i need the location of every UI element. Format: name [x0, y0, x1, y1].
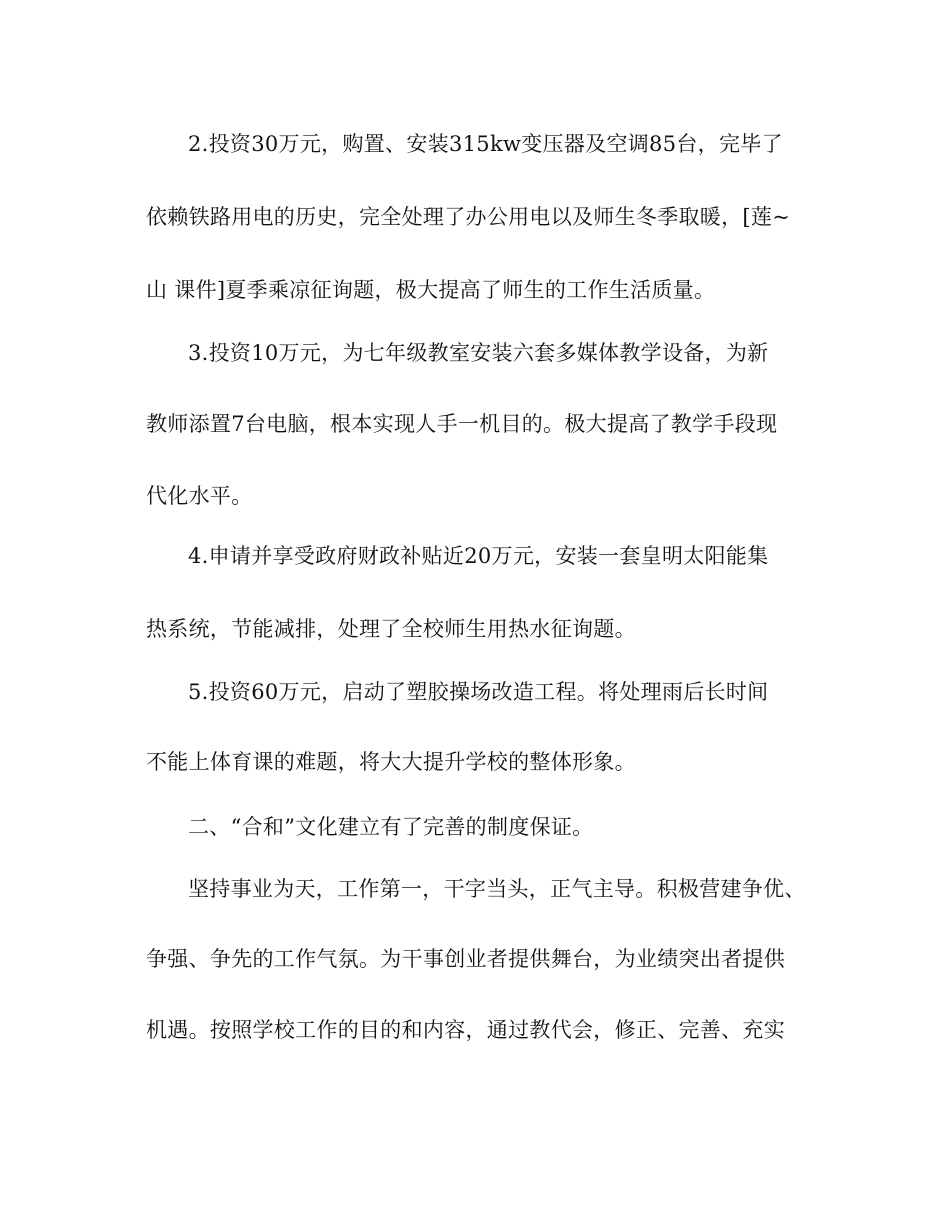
paragraph-line: 代化水平。 — [146, 484, 253, 508]
paragraph-line: 山 课件]夏季乘凉征询题，极大提高了师生的工作生活质量。 — [146, 278, 716, 302]
paragraph-line: 4.申请并享受政府财政补贴近20万元，安装一套皇明太阳能集 — [188, 544, 769, 568]
paragraph-line: 2.投资30万元，购置、安装315kw变压器及空调85台，完毕了 — [188, 132, 783, 156]
paragraph-line: 5.投资60万元，启动了塑胶操场改造工程。将处理雨后长时间 — [188, 680, 769, 704]
paragraph-line: 教师添置7台电脑，根本实现人手一机目的。极大提高了教学手段现 — [146, 412, 778, 436]
paragraph-line: 依赖铁路用电的历史，完全处理了办公用电以及师生冬季取暖，[莲~ — [146, 205, 791, 229]
paragraph-line: 争强、争先的工作气氛。为干事创业者提供舞台，为业绩突出者提供 — [146, 947, 785, 971]
paragraph-line: 机遇。按照学校工作的目的和内容，通过教代会，修正、完善、充实 — [146, 1018, 785, 1042]
paragraph-line: 3.投资10万元，为七年级教室安装六套多媒体教学设备，为新 — [188, 341, 769, 365]
section-heading: 二、“合和”文化建立有了完善的制度保证。 — [188, 815, 594, 839]
paragraph-line: 不能上体育课的难题，将大大提升学校的整体形象。 — [146, 750, 636, 774]
paragraph-line: 热系统，节能减排，处理了全校师生用热水征询题。 — [146, 617, 636, 641]
paragraph-line: 坚持事业为天，工作第一，干字当头，正气主导。积极营建争优、 — [188, 877, 806, 901]
